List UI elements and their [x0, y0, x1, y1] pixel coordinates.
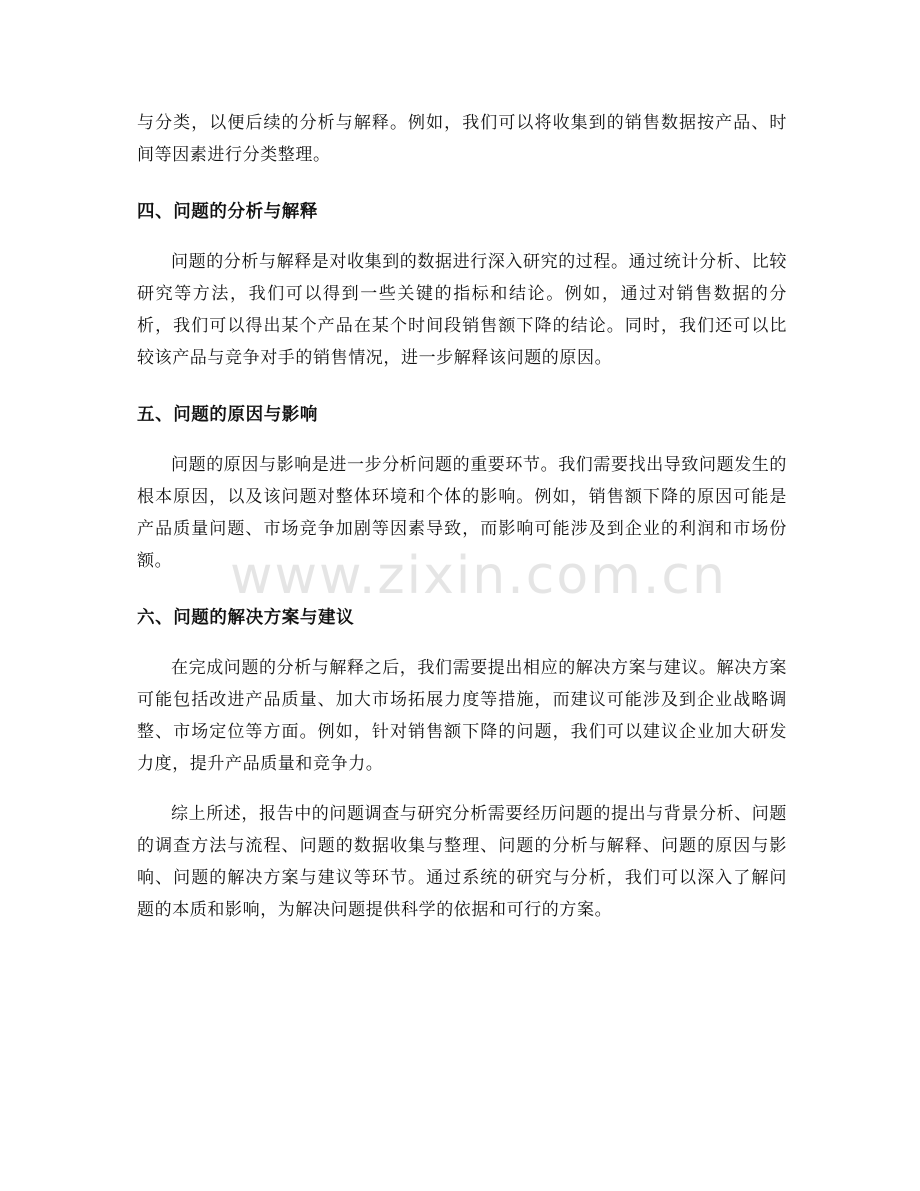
- section-heading-6: 六、问题的解决方案与建议: [137, 608, 355, 628]
- paragraph-continuation: 与分类，以便后续的分析与解释。例如，我们可以将收集到的销售数据按产品、时间等因素进行分类整理。: [137, 113, 787, 165]
- paragraph-analysis: 问题的分析与解释是对收集到的数据进行深入研究的过程。通过统计分析、比较研究等方法，我们可以得到一些关键的指标和结论。例如，通过对销售数据的分析，我们可以得出某个产品在某个时间段销售额下降的结论。同时，我们还可以比较该产品与竞争对手的销售情况，进一步解释该问题的原因。: [137, 252, 787, 368]
- section-heading-5: 五、问题的原因与影响: [137, 405, 318, 425]
- paragraph-causes: 问题的原因与影响是进一步分析问题的重要环节。我们需要找出导致问题发生的根本原因，以及该问题对整体环境和个体的影响。例如，销售额下降的原因可能是产品质量问题、市场竞争加剧等因素导致，而影响可能涉及到企业的利润和市场份额。: [137, 455, 787, 571]
- paragraph-solutions: 在完成问题的分析与解释之后，我们需要提出相应的解决方案与建议。解决方案可能包括改进产品质量、加大市场拓展力度等措施，而建议可能涉及到企业战略调整、市场定位等方面。例如，针对销售额下降的问题，我们可以建议企业加大研发力度，提升产品质量和竞争力。: [137, 658, 787, 774]
- section-heading-4: 四、问题的分析与解释: [137, 202, 318, 222]
- paragraph-summary: 综上所述，报告中的问题调查与研究分析需要经历问题的提出与背景分析、问题的调查方法与流程、问题的数据收集与整理、问题的分析与解释、问题的原因与影响、问题的解决方案与建议等环节。通过系统的研究与分析，我们可以深入了解问题的本质和影响，为解决问题提供科学的依据和可行的方案。: [137, 804, 787, 920]
- watermark-text: www.zixin.com.cn: [230, 546, 727, 606]
- document-body: [137, 107, 787, 926]
